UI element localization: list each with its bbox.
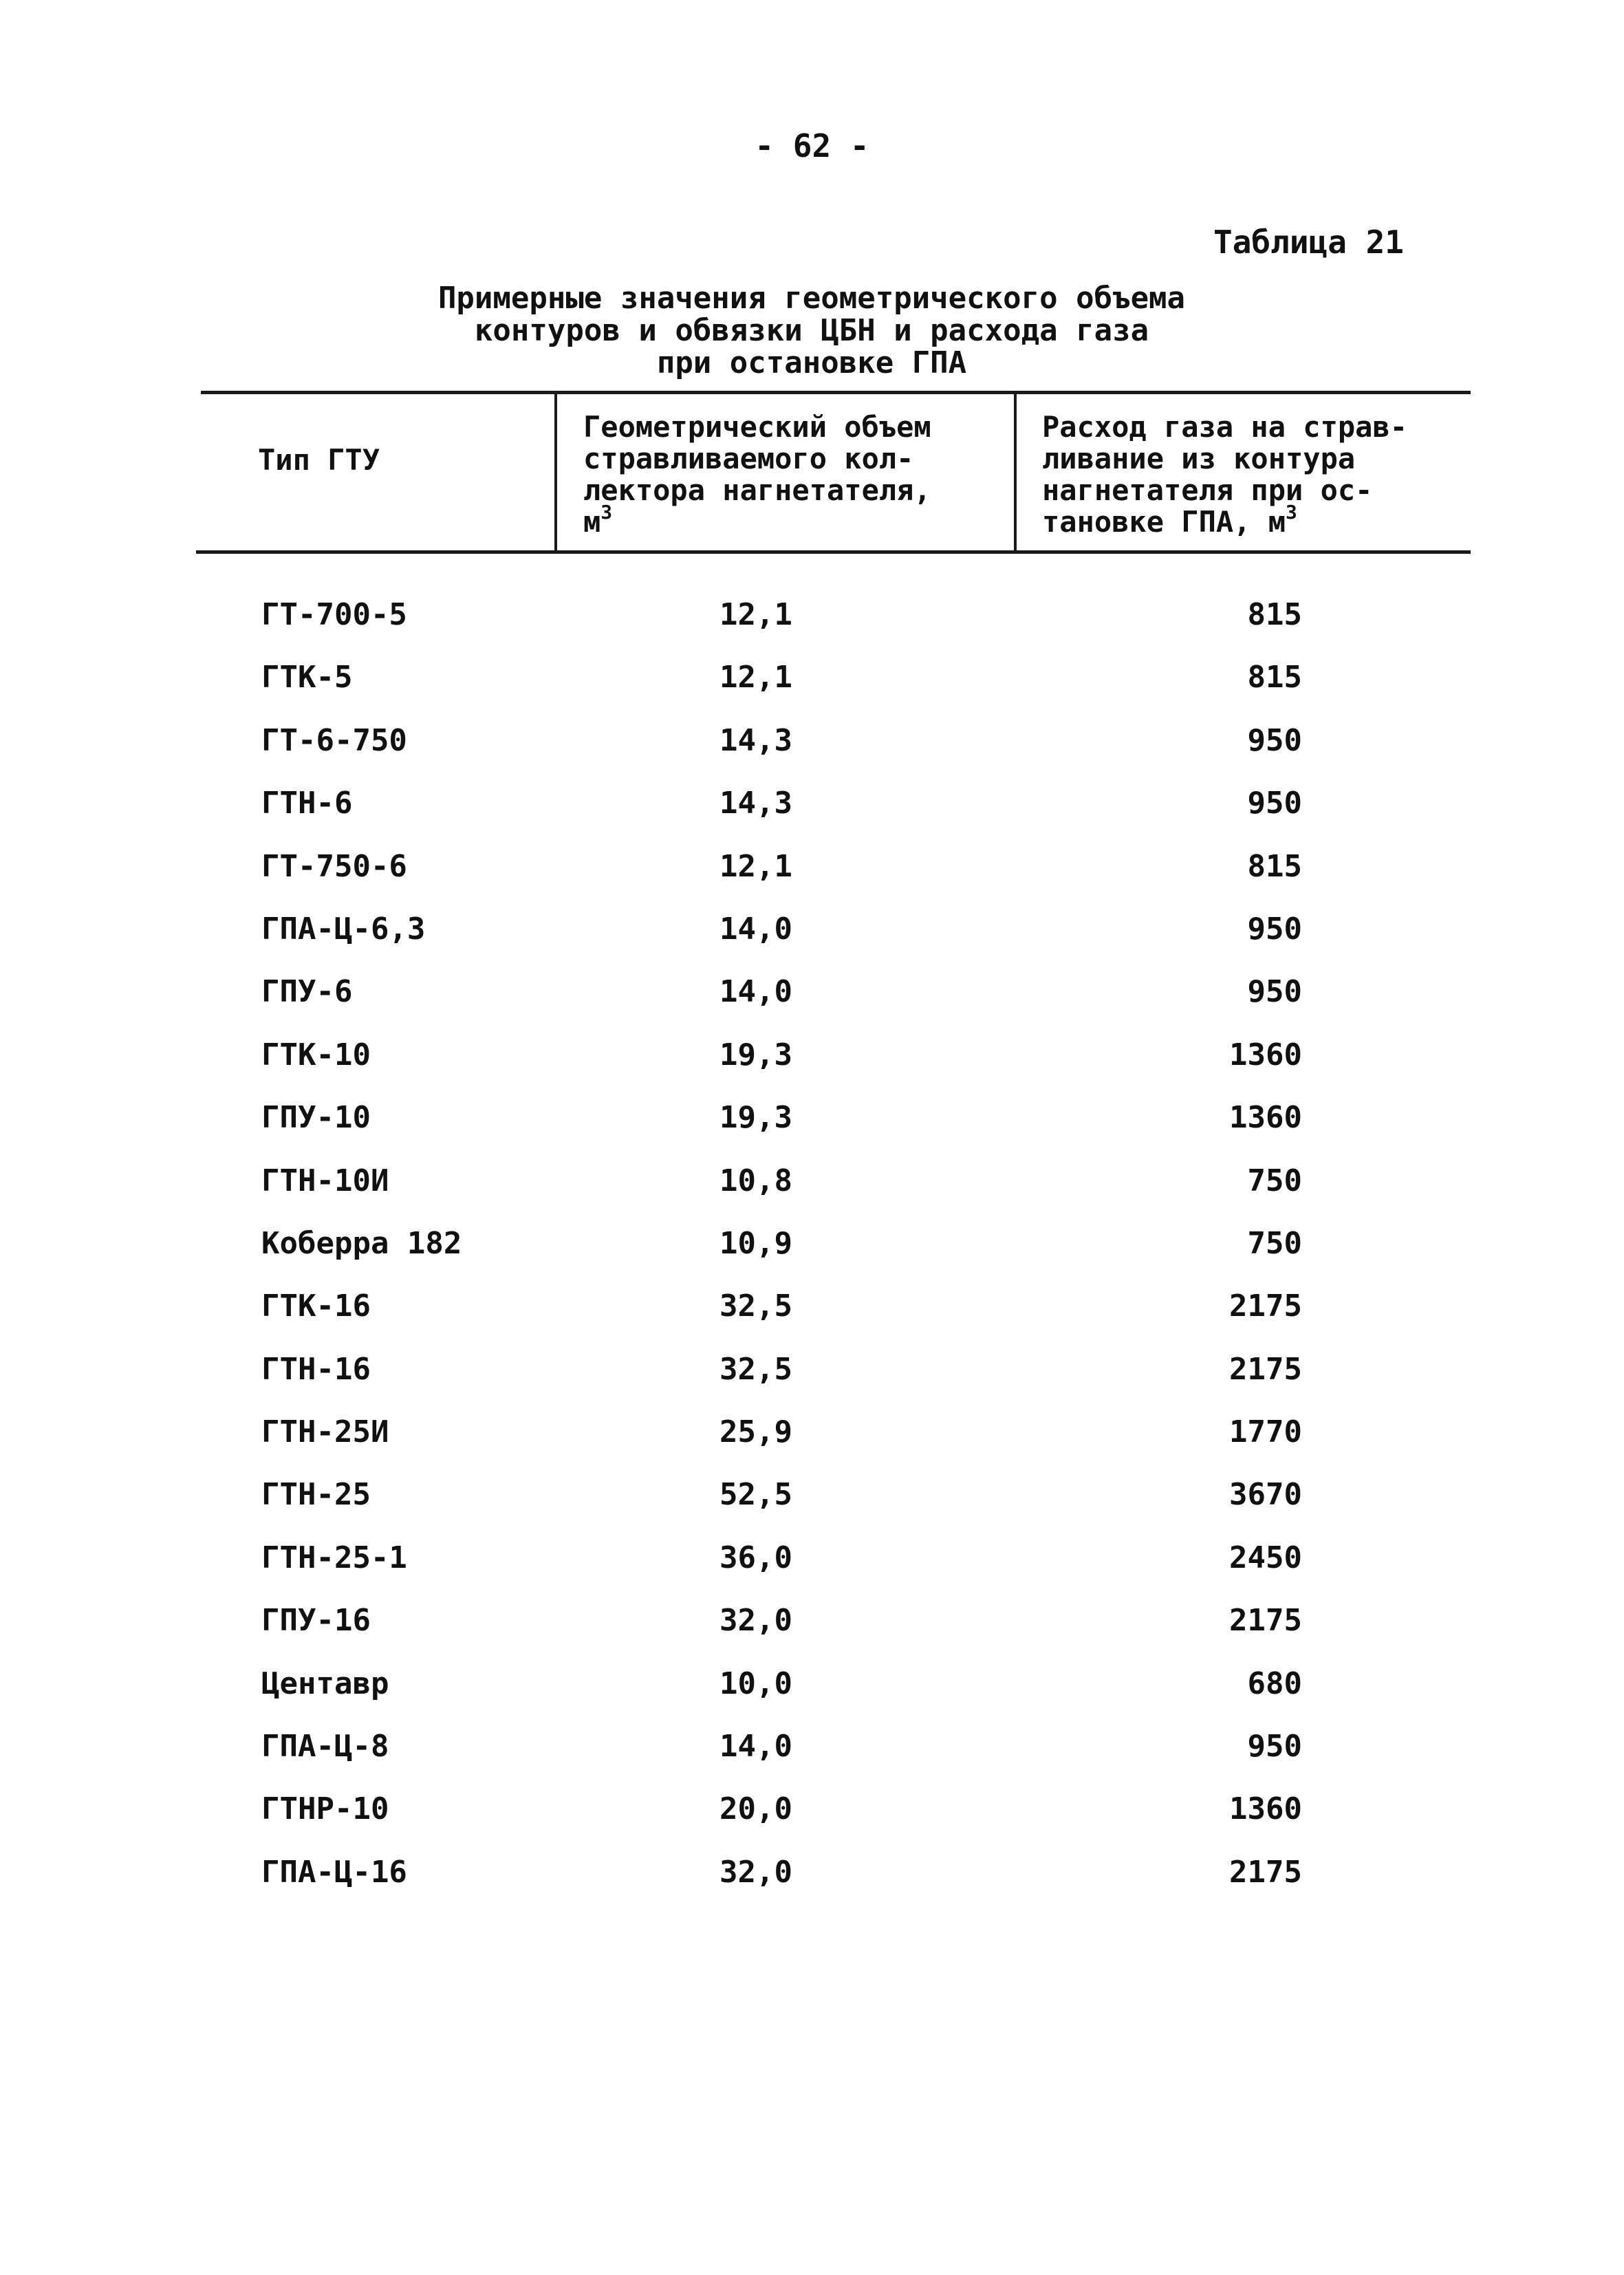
table-header-bottom-rule bbox=[196, 550, 1471, 554]
cell-gtu-type: ГТН-6 bbox=[261, 786, 353, 821]
cell-gtu-type: ГТК-16 bbox=[261, 1289, 371, 1324]
cell-gas-flow: 815 bbox=[1247, 848, 1302, 884]
table-row bbox=[0, 597, 1624, 660]
cell-gas-flow: 2175 bbox=[1229, 1854, 1302, 1890]
cell-gas-flow: 750 bbox=[1247, 1163, 1302, 1198]
header-unit-power: 3 bbox=[600, 501, 613, 524]
cell-gtu-type: ГТН-25-1 bbox=[261, 1540, 407, 1575]
cell-gtu-type: ГТ-700-5 bbox=[261, 597, 407, 632]
caption-line: при остановке ГПА bbox=[656, 345, 967, 380]
table-row bbox=[0, 1289, 1624, 1351]
cell-gtu-type: ГТК-5 bbox=[261, 660, 353, 696]
cell-geometric-volume: 19,3 bbox=[719, 1037, 792, 1072]
cell-gas-flow: 950 bbox=[1247, 911, 1302, 947]
table-row bbox=[0, 1603, 1624, 1665]
cell-gas-flow: 950 bbox=[1247, 974, 1302, 1010]
cell-gas-flow: 680 bbox=[1247, 1665, 1302, 1701]
cell-geometric-volume: 19,3 bbox=[719, 1100, 792, 1136]
header-unit-line bbox=[1042, 501, 1407, 539]
table-row bbox=[0, 1226, 1624, 1289]
table-row bbox=[0, 1729, 1624, 1791]
table-row bbox=[0, 1352, 1624, 1414]
table-row bbox=[0, 660, 1624, 722]
table-row bbox=[0, 1791, 1624, 1854]
cell-gtu-type: Центавр bbox=[261, 1665, 389, 1701]
cell-geometric-volume: 32,0 bbox=[719, 1854, 792, 1890]
table-row bbox=[0, 1100, 1624, 1163]
cell-geometric-volume: 32,5 bbox=[719, 1351, 792, 1387]
header-line: ливание из контура bbox=[1042, 442, 1356, 475]
cell-geometric-volume: 14,0 bbox=[719, 1729, 792, 1765]
cell-gas-flow: 2175 bbox=[1229, 1603, 1302, 1639]
cell-gas-flow: 950 bbox=[1247, 722, 1302, 758]
cell-geometric-volume: 14,3 bbox=[719, 786, 792, 821]
cell-geometric-volume: 20,0 bbox=[719, 1791, 792, 1827]
table-label: Таблица 21 bbox=[1213, 224, 1404, 261]
cell-gas-flow: 1770 bbox=[1229, 1414, 1302, 1450]
header-unit-power: 3 bbox=[1286, 501, 1297, 524]
cell-gtu-type: ГПА-Ц-6,3 bbox=[261, 911, 426, 947]
cell-geometric-volume: 32,5 bbox=[719, 1289, 792, 1324]
header-type bbox=[258, 444, 380, 476]
table-top-rule bbox=[201, 391, 1471, 394]
cell-gas-flow: 2175 bbox=[1229, 1351, 1302, 1387]
header-line: Расход газа на страв- bbox=[1042, 410, 1408, 444]
cell-gas-flow: 1360 bbox=[1229, 1100, 1302, 1136]
table-row bbox=[0, 1666, 1624, 1729]
table-row bbox=[0, 1477, 1624, 1540]
table-row bbox=[0, 974, 1624, 1037]
header-gas-flow bbox=[1042, 411, 1407, 538]
cell-gas-flow: 1360 bbox=[1229, 1037, 1302, 1072]
cell-gas-flow: 950 bbox=[1247, 1729, 1302, 1765]
table-caption bbox=[385, 282, 1238, 379]
cell-geometric-volume: 10,8 bbox=[719, 1163, 792, 1198]
cell-gtu-type: ГТ-750-6 bbox=[261, 848, 407, 884]
table-row bbox=[0, 786, 1624, 848]
cell-gas-flow: 1360 bbox=[1229, 1791, 1302, 1827]
cell-gas-flow: 3670 bbox=[1229, 1477, 1302, 1513]
table-row bbox=[0, 723, 1624, 786]
table-row bbox=[0, 1163, 1624, 1226]
table-row bbox=[0, 1540, 1624, 1603]
cell-geometric-volume: 36,0 bbox=[719, 1540, 792, 1575]
cell-geometric-volume: 25,9 bbox=[719, 1414, 792, 1450]
caption-line: контуров и обвязки ЦБН и расхода газа bbox=[474, 313, 1149, 348]
header-line: стравливаемого кол- bbox=[583, 442, 914, 475]
cell-geometric-volume: 14,0 bbox=[719, 911, 792, 947]
cell-gtu-type: ГТНР-10 bbox=[261, 1791, 389, 1827]
header-line: лектора нагнетателя, bbox=[583, 473, 931, 507]
cell-gtu-type: ГТН-16 bbox=[261, 1351, 371, 1387]
cell-gtu-type: ГТН-25 bbox=[261, 1477, 371, 1513]
cell-gtu-type: ГТ-6-750 bbox=[261, 722, 407, 758]
header-line: Тип ГТУ bbox=[258, 443, 380, 477]
header-line: нагнетателя при ос- bbox=[1042, 473, 1373, 507]
cell-gas-flow: 815 bbox=[1247, 597, 1302, 632]
cell-geometric-volume: 10,9 bbox=[719, 1225, 792, 1261]
cell-gtu-type: ГПУ-6 bbox=[261, 974, 353, 1010]
cell-geometric-volume: 12,1 bbox=[719, 597, 792, 632]
cell-geometric-volume: 12,1 bbox=[719, 848, 792, 884]
cell-gtu-type: ГПУ-10 bbox=[261, 1100, 371, 1136]
cell-geometric-volume: 10,0 bbox=[719, 1665, 792, 1701]
table-row bbox=[0, 849, 1624, 912]
cell-gas-flow: 815 bbox=[1247, 660, 1302, 696]
page-number: - 62 - bbox=[755, 127, 869, 164]
cell-gtu-type: ГТН-25И bbox=[261, 1414, 389, 1450]
header-unit-line bbox=[583, 501, 931, 539]
header-unit: тановке ГПА, м bbox=[1042, 505, 1286, 539]
cell-geometric-volume: 52,5 bbox=[719, 1477, 792, 1513]
caption-line: Примерные значения геометрического объема bbox=[437, 281, 1186, 316]
table-row bbox=[0, 1855, 1624, 1917]
column-divider bbox=[554, 392, 557, 553]
header-geometric-volume bbox=[583, 411, 931, 538]
cell-geometric-volume: 14,3 bbox=[719, 722, 792, 758]
table-row bbox=[0, 1037, 1624, 1100]
cell-gtu-type: ГТН-10И bbox=[261, 1163, 389, 1198]
cell-gas-flow: 750 bbox=[1247, 1225, 1302, 1261]
cell-gtu-type: ГПА-Ц-16 bbox=[261, 1854, 407, 1890]
cell-gtu-type: ГПА-Ц-8 bbox=[261, 1729, 389, 1765]
cell-gtu-type: ГТК-10 bbox=[261, 1037, 371, 1072]
table-body bbox=[0, 597, 1624, 1917]
cell-gas-flow: 2450 bbox=[1229, 1540, 1302, 1575]
column-divider bbox=[1014, 392, 1017, 553]
cell-gas-flow: 950 bbox=[1247, 786, 1302, 821]
cell-gas-flow: 2175 bbox=[1229, 1289, 1302, 1324]
cell-gtu-type: ГПУ-16 bbox=[261, 1603, 371, 1639]
cell-geometric-volume: 32,0 bbox=[719, 1603, 792, 1639]
cell-geometric-volume: 12,1 bbox=[719, 660, 792, 696]
cell-gtu-type: Коберра 182 bbox=[261, 1225, 462, 1261]
header-unit: м bbox=[583, 505, 601, 539]
table-row bbox=[0, 1414, 1624, 1477]
table-row bbox=[0, 912, 1624, 974]
cell-geometric-volume: 14,0 bbox=[719, 974, 792, 1010]
header-line: Геометрический объем bbox=[583, 410, 931, 444]
